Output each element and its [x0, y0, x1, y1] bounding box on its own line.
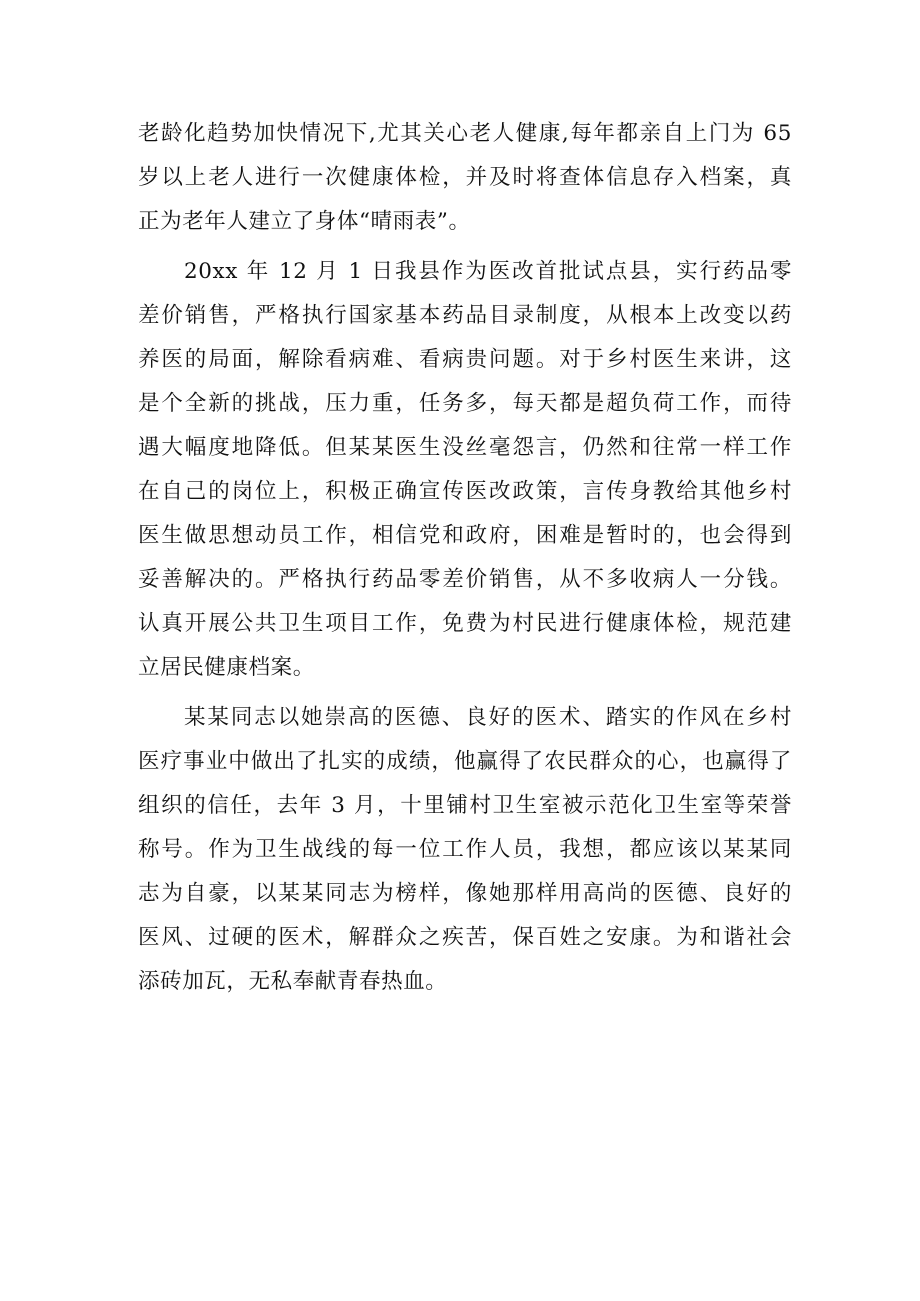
text-line: 医疗事业中做出了扎实的成绩，他赢得了农民群众的心，也赢得了: [138, 749, 792, 774]
text-line: 医风、过硬的医术，解群众之疾苦，保百姓之安康。为和谐社会: [138, 925, 792, 950]
document-body: [138, 112, 792, 1010]
text-line: 岁以上老人进行一次健康体检，并及时将查体信息存入档案，真: [138, 165, 792, 190]
text-line: 立居民健康档案。: [138, 655, 315, 680]
text-line: 遇大幅度地降低。但某某医生没丝毫怨言，仍然和往常一样工作: [138, 435, 792, 460]
text-line: 在自己的岗位上，积极正确宣传医改政策，言传身教给其他乡村: [138, 479, 792, 504]
text-line: 添砖加瓦，无私奉献青春热血。: [138, 969, 448, 994]
text-line: 某某同志以她崇高的医德、良好的医术、踏实的作风在乡村: [184, 705, 792, 730]
text-line: 妥善解决的。严格执行药品零差价销售，从不多收病人一分钱。: [138, 567, 792, 592]
text-line: 称号。作为卫生战线的每一位工作人员，我想，都应该以某某同: [138, 837, 792, 862]
text-line: 差价销售，严格执行国家基本药品目录制度，从根本上改变以药: [138, 303, 792, 328]
text-line: 养医的局面，解除看病难、看病贵问题。对于乡村医生来讲，这: [138, 347, 792, 372]
paragraph-elderly-care: [138, 112, 792, 244]
paragraph-medical-reform: [138, 250, 792, 690]
text-line: 认真开展公共卫生项目工作，免费为村民进行健康体检，规范建: [138, 611, 792, 636]
paragraph-tribute: [138, 696, 792, 1004]
text-line: 医生做思想动员工作，相信党和政府，困难是暂时的，也会得到: [138, 523, 792, 548]
text-line: 正为老年人建立了身体“晴雨表”。: [138, 209, 471, 234]
text-line: 20xx 年 12 月 1 日我县作为医改首批试点县，实行药品零: [184, 259, 792, 284]
text-line: 组织的信任，去年 3 月，十里铺村卫生室被示范化卫生室等荣誉: [138, 793, 792, 818]
text-line: 志为自豪，以某某同志为榜样，像她那样用高尚的医德、良好的: [138, 881, 792, 906]
text-line: 是个全新的挑战，压力重，任务多，每天都是超负荷工作，而待: [138, 391, 792, 416]
text-line: 老龄化趋势加快情况下,尤其关心老人健康,每年都亲自上门为 65: [138, 121, 792, 146]
